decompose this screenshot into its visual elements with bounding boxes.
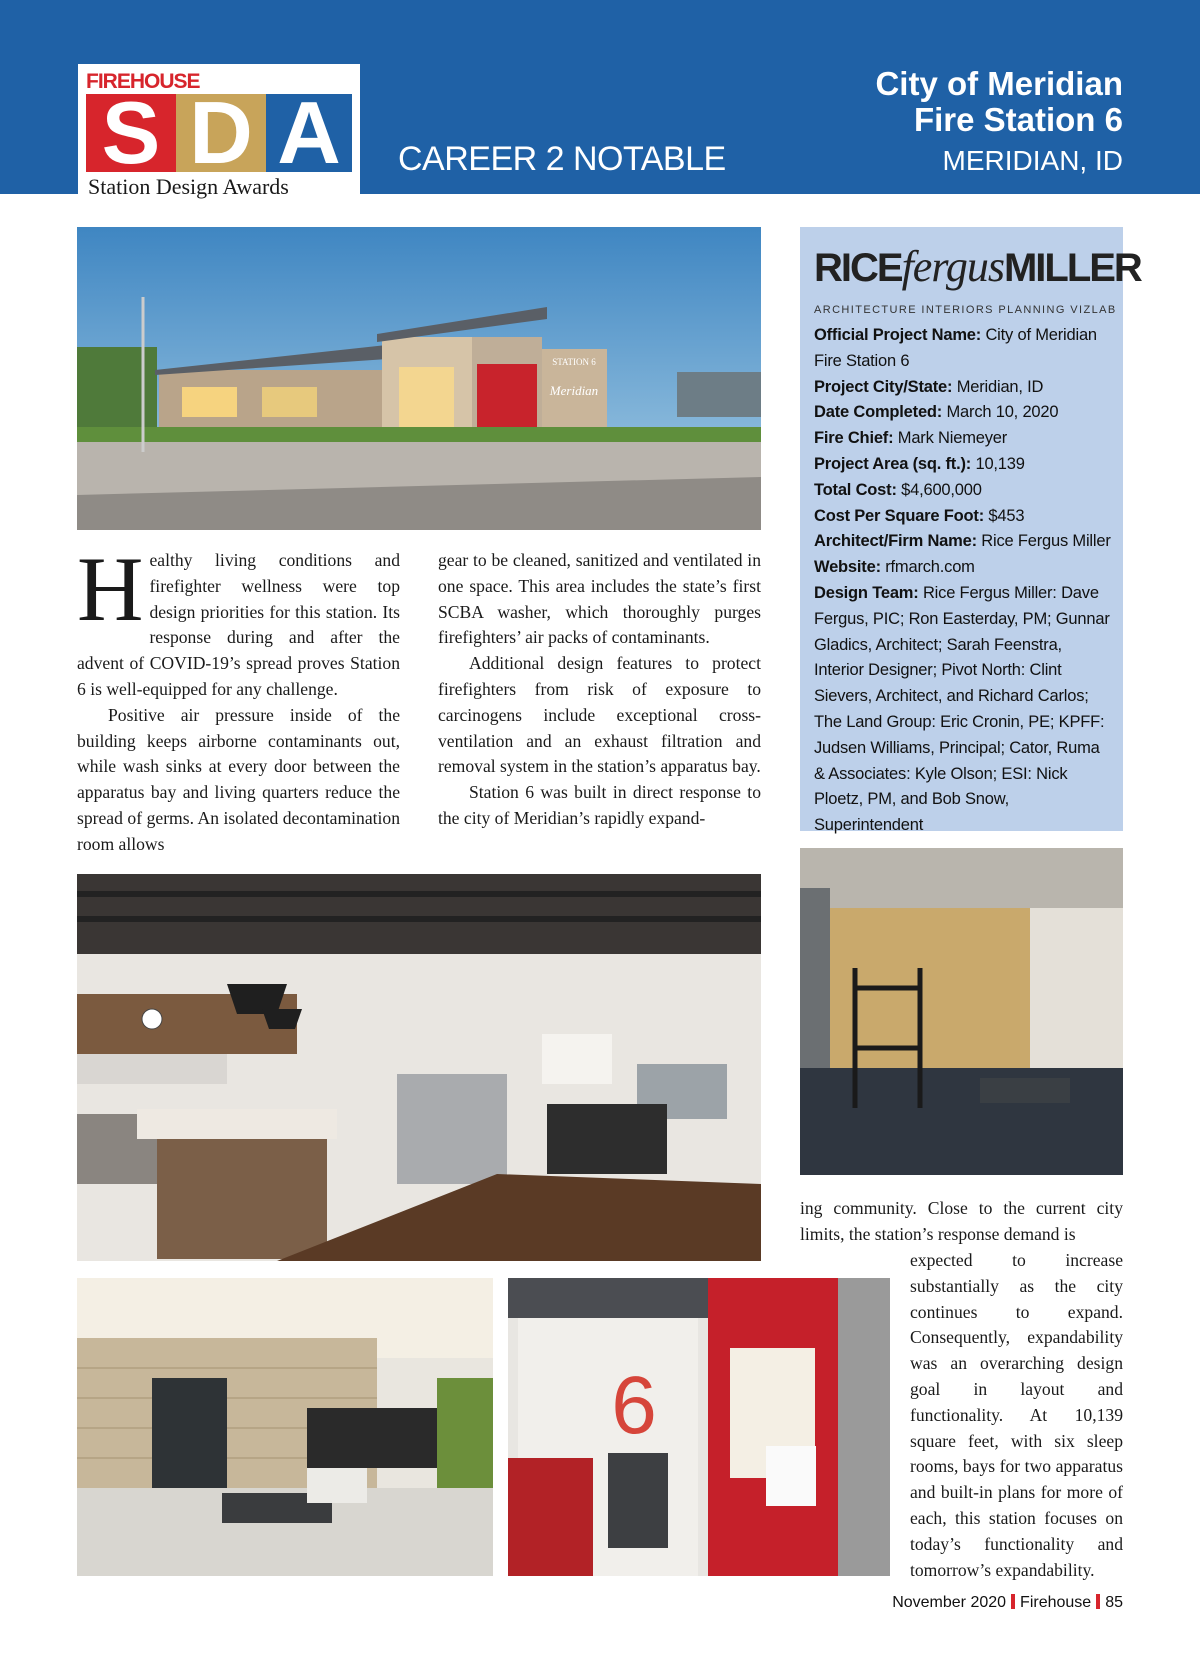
firm-wordmark-miller: MILLER xyxy=(1003,246,1141,290)
paragraph-1-text: ealthy living conditions and firefighter wellness were top design priorities for this station. Its response during and after the advent of COVID-19’s spread proves Station 6 is well-equipped for any challenge. xyxy=(77,550,400,699)
logo-tagline: Station Design Awards xyxy=(88,174,289,199)
fact-label: Fire Chief: xyxy=(814,429,894,448)
page-number: 85 xyxy=(1105,1594,1123,1611)
project-fact xyxy=(814,529,1114,555)
project-fact xyxy=(814,555,1114,581)
article-paragraph-1 xyxy=(77,538,400,703)
article-column-3-wrap xyxy=(910,1248,1123,1583)
fact-value: $4,600,000 xyxy=(901,480,982,499)
drop-cap: H xyxy=(77,538,144,640)
fact-value: rfmarch.com xyxy=(885,558,975,577)
fact-label: Architect/Firm Name: xyxy=(814,532,977,551)
gym-photo xyxy=(800,848,1123,1175)
article-column-3-top xyxy=(800,1196,1123,1248)
fact-label: Website: xyxy=(814,558,881,577)
logo-letter-a: A xyxy=(266,94,352,172)
project-info-box xyxy=(800,227,1141,835)
article-paragraph-5: Station 6 was built in direct response to the city of Meridian’s rapidly expand- xyxy=(438,782,761,828)
exterior-photo xyxy=(77,227,761,530)
title-line-1: City of Meridian xyxy=(875,65,1123,102)
fact-label: Official Project Name: xyxy=(814,326,982,344)
kitchen-photo xyxy=(77,874,761,1261)
patio-photo xyxy=(77,1278,493,1576)
logo-letter-s: S xyxy=(86,94,176,172)
page-title xyxy=(875,66,1123,138)
firm-tagline: ARCHITECTURE INTERIORS PLANNING VIZLAB xyxy=(814,304,1117,316)
article-paragraph-4: Additional design features to protect firefighters from risk of exposure to carcinogens include exceptional cross-ventilation and an exhaust filtration and removal system in the station’s apparatus bay. xyxy=(438,653,761,777)
header-band xyxy=(0,0,1200,199)
footer-divider xyxy=(1011,1594,1015,1609)
firm-wordmark-fergus: fergus xyxy=(901,242,1004,291)
issue-date: November 2020 xyxy=(892,1594,1007,1611)
fact-value: Meridian, ID xyxy=(956,377,1044,396)
fact-label: Total Cost: xyxy=(814,480,897,499)
fact-label: Date Completed: xyxy=(814,403,943,422)
article-paragraph-2: Positive air pressure inside of the building keeps airborne contaminants out, while wash sinks at every door between the apparatus bay and living quarters reduce the spread of germs. An isolated decontamination room allows xyxy=(77,704,400,854)
project-facts xyxy=(814,323,1114,839)
title-line-2: Fire Station 6 xyxy=(913,101,1123,138)
logo-brand: FIREHOUSE xyxy=(86,70,200,93)
fact-label: Project Area (sq. ft.): xyxy=(814,454,972,473)
fact-value: Rice Fergus Miller xyxy=(981,532,1111,551)
magazine-name: Firehouse xyxy=(1020,1594,1092,1611)
fact-value: $453 xyxy=(988,506,1025,525)
location-label: MERIDIAN, ID xyxy=(942,145,1123,176)
article-column-1 xyxy=(77,538,400,858)
footer-divider xyxy=(1096,1594,1100,1609)
exterior-sign-text: STATION 6 xyxy=(552,357,596,367)
project-fact xyxy=(814,504,1114,530)
exterior-sign-meridian: Meridian xyxy=(549,383,599,398)
award-category: CAREER 2 NOTABLE xyxy=(398,140,726,178)
article-paragraph-5-end: expected to increase substantially as the city continues to expand. Consequently, expandability was an overarching design goal in layout and functionality. At 10,139 square feet, with six sleep rooms, bays for two apparatus and built-in plans for more of each, this station focuses on today’s functionality and tomorrow’s expandability. xyxy=(910,1250,1123,1580)
article-paragraph-5-continued: ing community. Close to the current city limits, the station’s response demand is xyxy=(800,1198,1123,1244)
article-column-2 xyxy=(438,548,761,832)
project-fact xyxy=(814,478,1114,504)
firm-logo xyxy=(814,242,1141,316)
firm-wordmark xyxy=(814,242,1141,291)
fact-label: Project City/State: xyxy=(814,377,953,396)
fact-label: Cost Per Square Foot: xyxy=(814,506,984,525)
firm-wordmark-rice: RICE xyxy=(814,246,902,290)
project-fact xyxy=(814,323,1114,375)
sda-logo xyxy=(78,64,360,202)
bay-number: 6 xyxy=(611,1360,657,1451)
logo-letter-d: D xyxy=(176,94,266,172)
project-fact xyxy=(814,400,1114,426)
project-fact xyxy=(814,452,1114,478)
project-fact xyxy=(814,426,1114,452)
fact-value: March 10, 2020 xyxy=(946,403,1059,422)
fact-value: Mark Niemeyer xyxy=(897,429,1008,448)
apparatus-bay-photo xyxy=(508,1278,890,1576)
page-footer xyxy=(892,1594,1123,1612)
fact-value: City of Meridian Fire Station 6 xyxy=(814,326,1097,370)
fact-value: Rice Fergus Miller: Dave Fergus, PIC; Ron Easterday, PM; Gunnar Gladics, Architect; Sarah Feenstra, Interior Designer; Pivot North: Clint Sievers, Architect, and Richard Carlos; The Land Group: Eric Cronin, PE; KPFF: Judsen Williams, Principal; Cator, Ruma & Associates: Kyle Olson; ESI: Nick Ploetz, PM, and Bob Snow, Superintendent xyxy=(814,583,1110,835)
fact-label: Design Team: xyxy=(814,583,919,602)
project-fact xyxy=(814,581,1114,839)
fact-value: 10,139 xyxy=(975,454,1025,473)
article-paragraph-3: gear to be cleaned, sanitized and ventilated in one space. This area includes the state’s first SCBA washer, which thoroughly purges firefighters’ air packs of contaminants. xyxy=(438,550,761,648)
project-fact xyxy=(814,375,1114,401)
